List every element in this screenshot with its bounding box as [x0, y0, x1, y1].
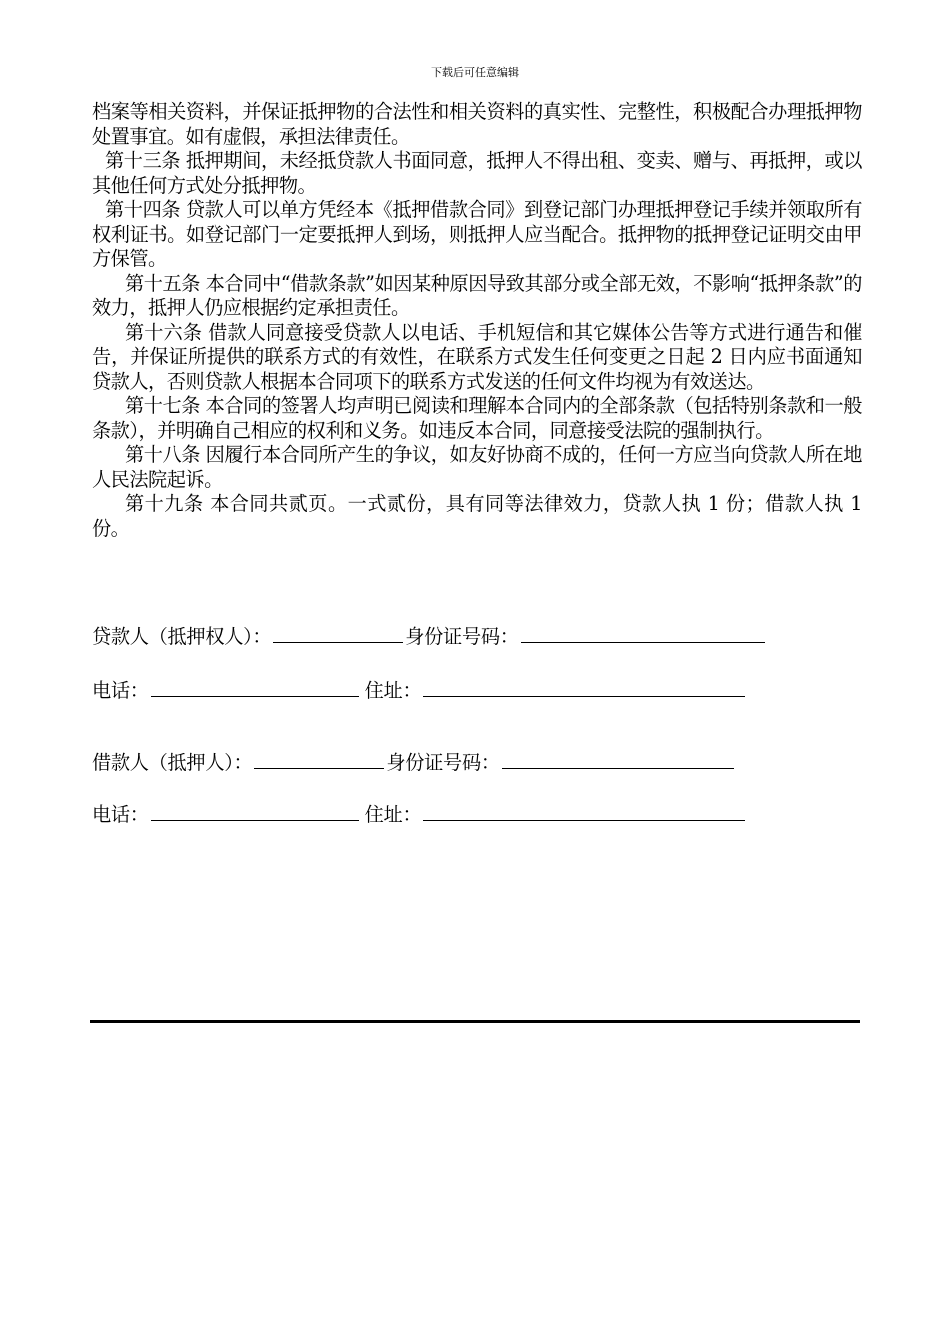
- lender-address-blank: [423, 678, 745, 697]
- borrower-contact-line: [92, 802, 747, 827]
- page-header: 下载后可任意编辑: [431, 66, 519, 79]
- article-14: 第十四条 贷款人可以单方凭经本《抵押借款合同》到登记部门办理抵押登记手续并领取所有权利证书。如登记部门一定要抵押人到场，则抵押人应当配合。抵押物的抵押登记证明交由甲方保管。: [92, 198, 862, 270]
- borrower-phone-label: 电话：: [92, 803, 149, 826]
- lender-label: 贷款人（抵押权人）：: [92, 625, 272, 648]
- borrower-name-blank: [254, 750, 384, 769]
- lender-name-blank: [273, 624, 403, 643]
- lender-phone-blank: [151, 678, 359, 697]
- borrower-address-label: 住址：: [364, 803, 422, 826]
- borrower-signature-line: [92, 750, 736, 775]
- footer-divider: [90, 1020, 860, 1023]
- borrower-id-blank: [502, 750, 734, 769]
- borrower-phone-blank: [151, 802, 359, 821]
- lender-id-label: 身份证号码：: [405, 625, 519, 648]
- paragraph-continuation: 档案等相关资料，并保证抵押物的合法性和相关资料的真实性、完整性，积极配合办理抵押物处置事宜。如有虚假，承担法律责任。: [92, 100, 862, 148]
- article-17: 第十七条 本合同的签署人均声明已阅读和理解本合同内的全部条款（包括特别条款和一般条款），并明确自己相应的权利和义务。如违反本合同，同意接受法院的强制执行。: [92, 394, 862, 442]
- article-15: 第十五条 本合同中“借款条款”如因某种原因导致其部分或全部无效，不影响“抵押条款”的效力，抵押人仍应根据约定承担责任。: [92, 271, 862, 319]
- lender-address-label: 住址：: [364, 679, 422, 702]
- lender-id-blank: [521, 624, 765, 643]
- article-13: 第十三条 抵押期间，未经抵贷款人书面同意，抵押人不得出租、变卖、赠与、再抵押，或以其他任何方式处分抵押物。: [92, 149, 862, 197]
- borrower-label: 借款人（抵押人）：: [92, 751, 253, 774]
- borrower-id-label: 身份证号码：: [386, 751, 500, 774]
- article-19: 第十九条 本合同共贰页。一式贰份，具有同等法律效力，贷款人执 1 份；借款人执 1 份。: [92, 492, 862, 540]
- article-18: 第十八条 因履行本合同所产生的争议，如友好协商不成的，任何一方应当向贷款人所在地人民法院起诉。: [92, 443, 862, 491]
- article-16: 第十六条 借款人同意接受贷款人以电话、手机短信和其它媒体公告等方式进行通告和催告，并保证所提供的联系方式的有效性，在联系方式发生任何变更之日起 2 日内应书面通知贷款人，否则贷款人根据本合同项下的联系方式发送的任何文件均视为有效送达。: [92, 320, 862, 393]
- borrower-address-blank: [423, 802, 745, 821]
- contract-body: [92, 100, 862, 541]
- lender-contact-line: [92, 678, 747, 703]
- lender-phone-label: 电话：: [92, 679, 149, 702]
- lender-signature-line: [92, 624, 767, 649]
